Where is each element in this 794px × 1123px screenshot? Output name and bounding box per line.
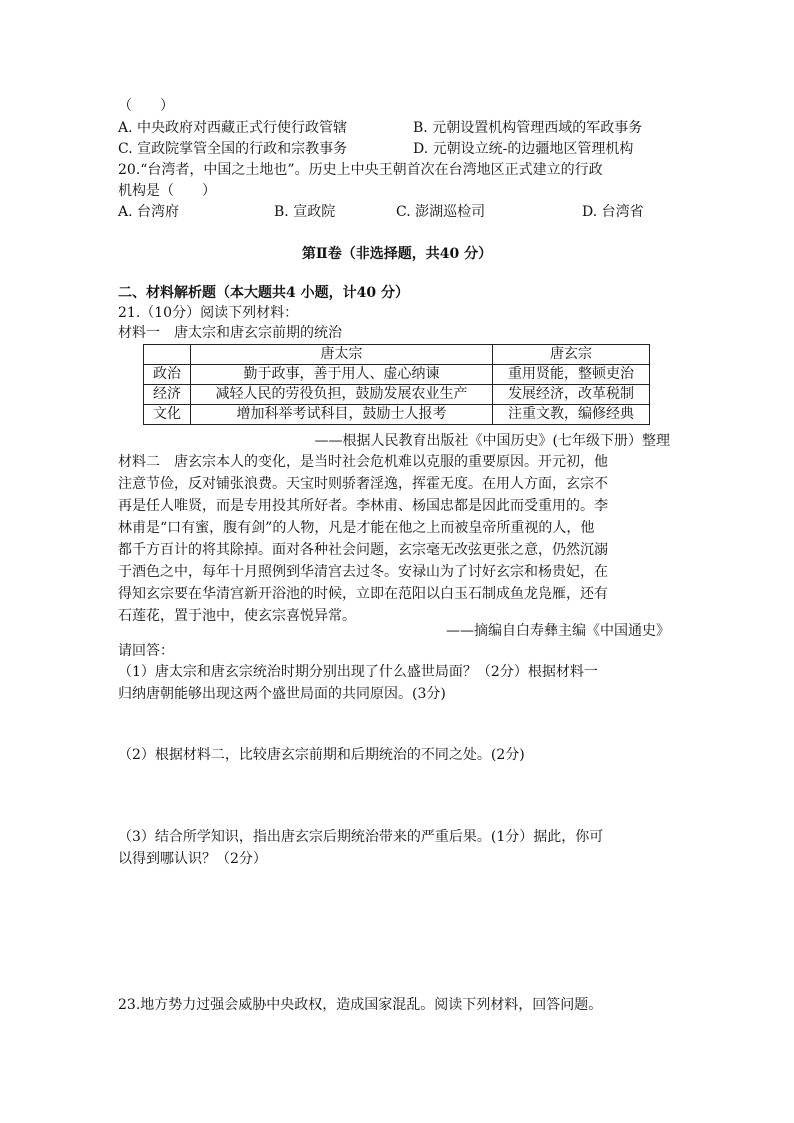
material2-line: 注意节俭，反对铺张浪费。天宝时则骄奢淫逸，挥霍无度。在用人方面，玄宗不: [118, 476, 608, 492]
q20-option-d: D. 台湾省: [582, 204, 644, 220]
material2-line: 得知玄宗要在华清宫新开浴池的时候，立即在范阳以白玉石制成鱼龙凫雁，还有: [118, 586, 608, 602]
table-cell: 发展经济，改革税制: [493, 385, 650, 405]
q19-option-b: B. 元朝设置机构管理西域的军政事务: [413, 120, 643, 136]
material2-line: 石莲花，置于池中，使玄宗喜悦异常。: [118, 608, 356, 624]
material2-source: ——摘编自白寿彝主编《中国通史》: [446, 623, 670, 639]
q20-option-c: C. 澎湖巡检司: [396, 204, 486, 220]
q20-option-a: A. 台湾府: [118, 204, 180, 220]
table-cell: 经济: [144, 385, 191, 405]
q23-stem: 23.地方势力过强会威胁中央政权，造成国家混乱。阅读下列材料，回答问题。: [118, 997, 603, 1013]
table-header-cell: 唐玄宗: [493, 345, 650, 365]
table-row: [144, 365, 650, 385]
material2-line: 再是任人唯贤，而是专用投其所好者。李林甫、杨国忠都是因此而受重用的。李: [118, 498, 608, 514]
section-title: 第Ⅱ卷（非选择题，共40 分）: [301, 246, 493, 262]
q19-answer-paren: （ ）: [118, 98, 174, 114]
table-row: [144, 405, 650, 425]
table-cell: 文化: [144, 405, 191, 425]
material2-line: 林甫是“口有蜜，腹有剑”的人物，凡是才能在他之上而被皇帝所重视的人，他: [118, 520, 595, 536]
material1-source: ——根据人民教育出版社《中国历史》(七年级下册）整理: [314, 433, 670, 449]
table-cell: 重用贤能，整顿吏治: [493, 365, 650, 385]
q19-option-d: D. 元朝设立统-的边疆地区管理机构: [413, 141, 634, 157]
part-title: 二、材料解析题（本大题共4 小题，计40 分）: [118, 285, 409, 301]
table-header-cell: [144, 345, 191, 365]
material2-line: 都千方百计的将其除掉。面对各种社会问题，玄宗毫无改弦更张之意，仍然沉溺: [118, 542, 608, 558]
sub-question-3-line1: （3）结合所学知识，指出唐玄宗后期统治带来的严重后果。(1分）据此，你可: [118, 829, 604, 845]
q20-option-b: B. 宣政院: [274, 204, 336, 220]
sub-question-1-line2: 归纳唐朝能够出现这两个盛世局面的共同原因。(3分): [118, 686, 446, 702]
material2-line: 于酒色之中，每年十月照例到华清宫去过冬。安禄山为了讨好玄宗和杨贵妃，在: [118, 564, 608, 580]
answer-prompt: 请回答：: [118, 643, 174, 659]
q19-option-c: C. 宣政院掌管全国的行政和宗教事务: [118, 141, 348, 157]
sub-question-3-line2: 以得到哪认识？（2分）: [118, 851, 267, 867]
q19-option-a: A. 中央政府对西藏正式行使行政管辖: [118, 120, 348, 136]
table-header-cell: 唐太宗: [191, 345, 493, 365]
material1-title: 材料一 唐太宗和唐玄宗前期的统治: [118, 325, 342, 341]
q20-stem-line2: 机构是（ ）: [118, 183, 216, 199]
q20-stem-line1: 20.“台湾者，中国之土地也”。历史上中央王朝首次在台湾地区正式建立的行政: [118, 162, 603, 178]
table-cell: 勤于政事，善于用人、虚心纳谏: [191, 365, 493, 385]
table-row: [144, 385, 650, 405]
table-cell: 减轻人民的劳役负担，鼓励发展农业生产: [191, 385, 493, 405]
table-header-row: [144, 345, 650, 365]
table-cell: 增加科举考试科目，鼓励士人报考: [191, 405, 493, 425]
sub-question-1-line1: （1）唐太宗和唐玄宗统治时期分别出现了什么盛世局面？（2分）根据材料一: [118, 664, 598, 680]
sub-question-2: （2）根据材料二，比较唐玄宗前期和后期统治的不同之处。(2分): [118, 747, 525, 763]
material1-table: [143, 344, 650, 425]
table-cell: 政治: [144, 365, 191, 385]
q21-intro: 21.（10分）阅读下列材料：: [118, 305, 299, 321]
material2-line: 材料二 唐玄宗本人的变化，是当时社会危机难以克服的重要原因。开元初，他: [118, 454, 608, 470]
table-cell: 注重文教，编修经典: [493, 405, 650, 425]
